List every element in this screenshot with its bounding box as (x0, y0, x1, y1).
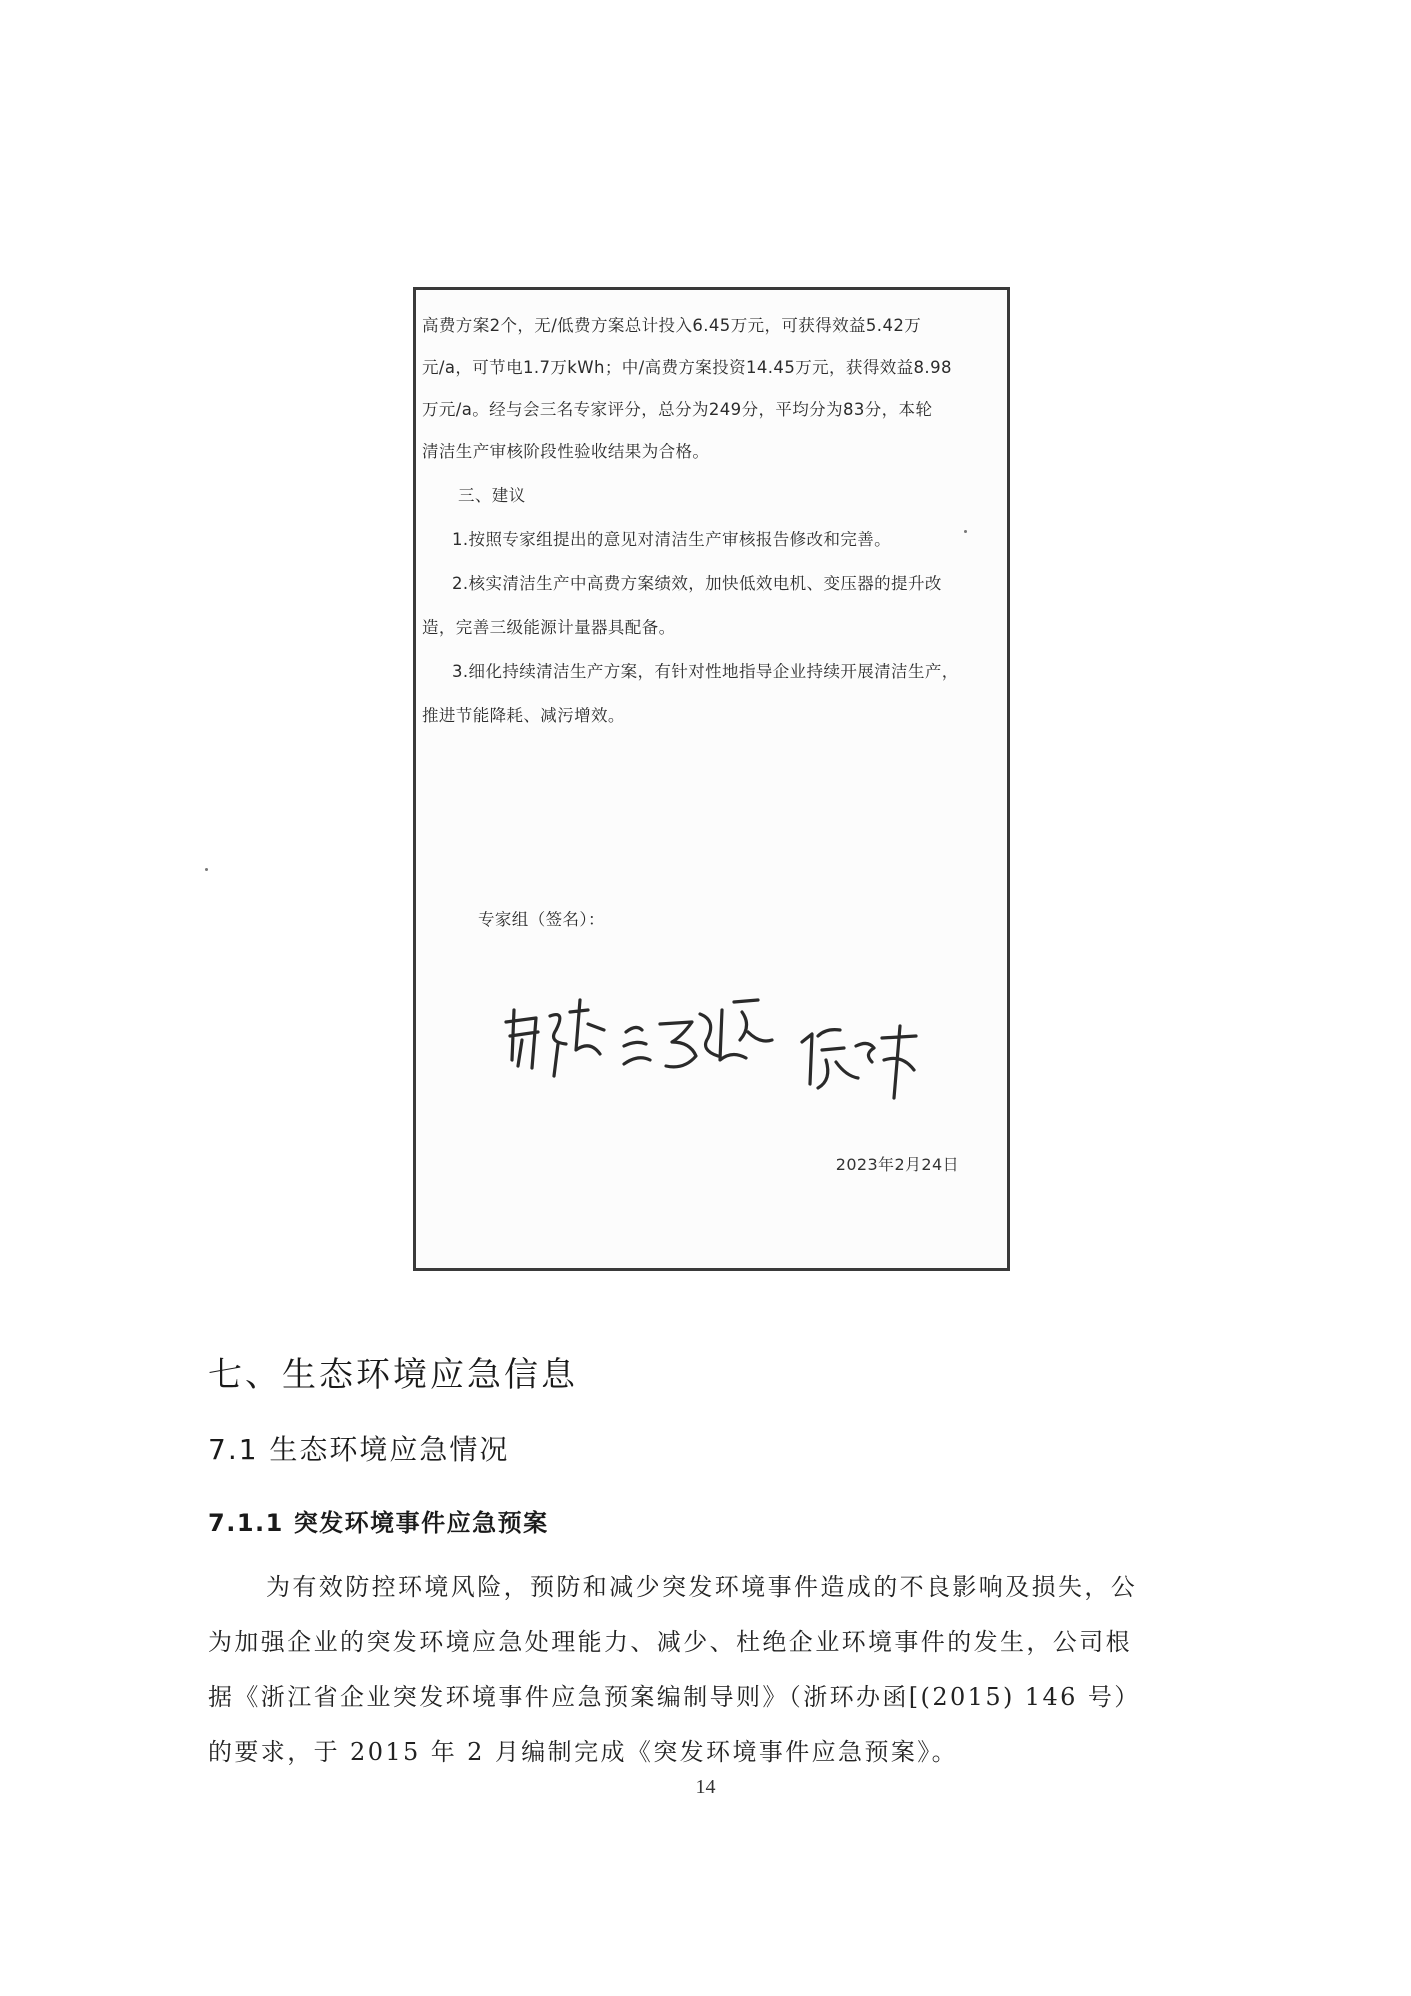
scan-speck (964, 530, 967, 533)
review-text-line: 万元/a。经与会三名专家评分，总分为249分，平均分为83分，本轮 (422, 400, 933, 419)
signature-label: 专家组（签名）： (478, 910, 605, 929)
suggestion-item-2: 2.核实清洁生产中高费方案绩效，加快低效电机、变压器的提升改 (452, 574, 942, 593)
suggestion-heading: 三、建议 (458, 486, 526, 505)
scan-speck (205, 868, 208, 871)
sign-date: 2023年2月24日 (835, 1155, 959, 1174)
review-text-line: 清洁生产审核阶段性验收结果为合格。 (422, 442, 710, 461)
page-number: 14 (695, 1776, 716, 1798)
paragraph-line: 据《浙江省企业突发环境事件应急预案编制导则》（浙环办函[(2015) 146 号） (208, 1683, 1141, 1711)
subsection-heading: 7.1 生态环境应急情况 (208, 1433, 510, 1466)
subsubsection-heading: 7.1.1 突发环境事件应急预案 (208, 1509, 549, 1537)
suggestion-item-2-cont: 造，完善三级能源计量器具配备。 (422, 618, 676, 637)
review-text-line: 元/a，可节电1.7万kWh；中/高费方案投资14.45万元，获得效益8.98 (422, 358, 952, 377)
suggestion-item-3: 3.细化持续清洁生产方案，有针对性地指导企业持续开展清洁生产， (452, 662, 959, 681)
paragraph-line: 为有效防控环境风险，预防和减少突发环境事件造成的不良影响及损失，公 (266, 1573, 1138, 1601)
paragraph-line: 的要求，于 2015 年 2 月编制完成《突发环境事件应急预案》。 (208, 1738, 959, 1766)
suggestion-item-3-cont: 推进节能降耗、减污增效。 (422, 706, 625, 725)
review-text-line: 高费方案2个，无/低费方案总计投入6.45万元，可获得效益5.42万 (422, 316, 922, 335)
handwritten-signatures (496, 980, 936, 1100)
expert-review-box (413, 287, 1010, 1271)
section-heading: 七、生态环境应急信息 (208, 1355, 578, 1395)
paragraph-line: 为加强企业的突发环境应急处理能力、减少、杜绝企业环境事件的发生，公司根 (208, 1628, 1132, 1656)
suggestion-item-1: 1.按照专家组提出的意见对清洁生产审核报告修改和完善。 (452, 530, 892, 549)
